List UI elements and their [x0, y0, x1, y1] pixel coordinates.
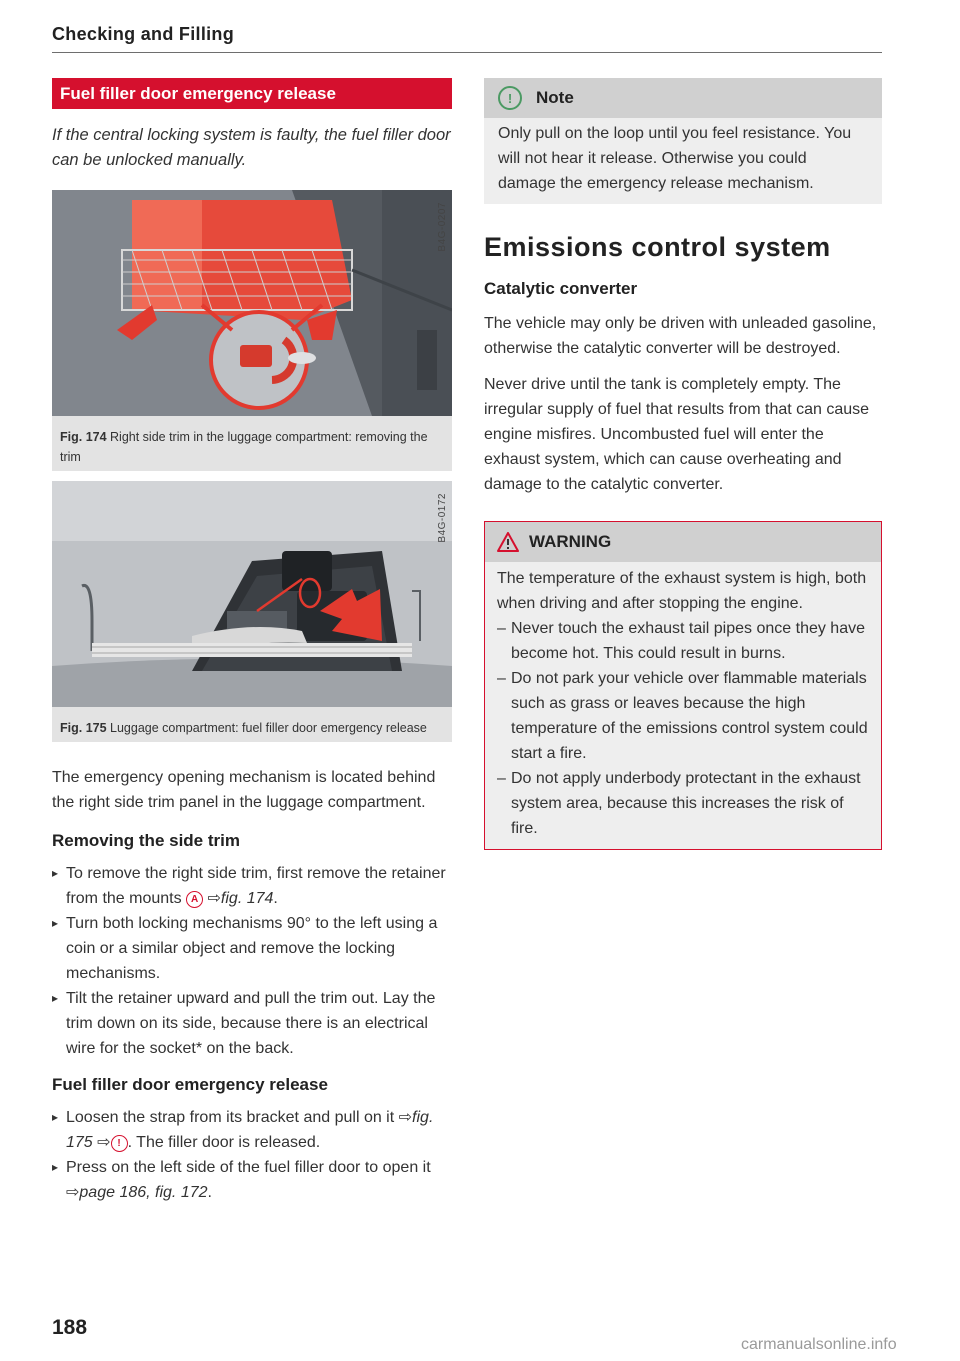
steps-removing-trim — [52, 861, 452, 1061]
caption-text: Right side trim in the luggage compartment: removing the trim — [60, 430, 428, 464]
warning-intro: The temperature of the exhaust system is high, both when driving and after stopping the engine. — [497, 570, 867, 612]
step-item: ▸ Loosen the strap from its bracket and pull on it ⇨fig. 175 ⇨ ! . The filler door is released. — [52, 1105, 452, 1155]
step-item: ▸ Turn both locking mechanisms 90° to the left using a coin or a similar object and remove the locking mechanisms. — [52, 911, 452, 986]
arrow-right-icon: ⇨ — [398, 1109, 413, 1126]
subheading-catalytic-converter: Catalytic converter — [484, 279, 638, 298]
warning-item: – Never touch the exhaust tail pipes once they have become hot. This could result in burns. — [497, 616, 869, 666]
figure-code: B4G-0172 — [437, 493, 448, 543]
figure-code: B4G-0207 — [437, 202, 448, 252]
fig-175-illustration — [52, 481, 452, 712]
figure-caption — [52, 421, 452, 471]
fig-174-illustration — [52, 190, 452, 421]
callout-a-badge: A — [186, 891, 203, 908]
figure-caption — [52, 712, 452, 742]
note-text: Only pull on the loop until you feel resistance. You will not hear it release. Otherwise you could damage the emergency release mechanism. — [498, 125, 852, 192]
left-column — [52, 78, 452, 1205]
page-number: 188 — [52, 1316, 88, 1339]
warning-title: WARNING — [529, 532, 612, 551]
page-header — [52, 24, 882, 53]
warning-header — [485, 522, 881, 562]
arrow-right-icon: ⇨ — [97, 1134, 111, 1151]
body-paragraph: Never drive until the tank is completely empty. The irregular supply of fuel that results from that can cause engine misfires. Uncombusted fuel will enter the exhaust system, which can cause overheating and damage to the catalytic converter. — [484, 376, 870, 493]
figure-174 — [52, 190, 452, 471]
section-heading-emissions: Emissions control system — [484, 232, 831, 262]
section-title: Fuel filler door emergency release — [52, 78, 452, 109]
body-paragraph: The emergency opening mechanism is located behind the right side trim panel in the luggage compartment. — [52, 769, 436, 811]
arrow-right-icon: ⇨ — [207, 890, 221, 907]
note-box — [484, 78, 882, 204]
warning-item: – Do not apply underbody protectant in the exhaust system area, because this increases the risk of fire. — [497, 766, 869, 841]
warning-list — [497, 616, 869, 841]
step-item: ▸ To remove the right side trim, first remove the retainer from the mounts A ⇨fig. 174. — [52, 861, 452, 911]
trim-illustration — [52, 190, 452, 416]
subheading-removing-trim: Removing the side trim — [52, 831, 240, 850]
note-title: Note — [536, 88, 574, 107]
body-paragraph: The vehicle may only be driven with unleaded gasoline, otherwise the catalytic converter will be destroyed. — [484, 315, 877, 357]
figure-reference-link[interactable]: fig. 175 — [66, 1109, 434, 1151]
intro-text: If the central locking system is faulty, the fuel filler door can be unlocked manually. — [52, 126, 451, 169]
steps-emergency-release — [52, 1105, 452, 1205]
page-reference-link[interactable]: page 186, fig. 172 — [79, 1184, 208, 1201]
right-column — [484, 78, 882, 850]
note-icon: ! — [498, 86, 522, 110]
release-illustration — [52, 481, 452, 707]
warning-box — [484, 521, 882, 850]
warning-item: – Do not park your vehicle over flammable materials such as grass or leaves because the high temperature of the emissions control system could start a fire. — [497, 666, 869, 766]
figure-reference-link[interactable]: fig. 174 — [220, 890, 274, 907]
step-item: ▸ Tilt the retainer upward and pull the trim out. Lay the trim down on its side, because there is an electrical wire for the socket* on the back. — [52, 986, 452, 1061]
figure-label: Fig. 175 — [60, 721, 107, 735]
chapter-title: Checking and Filling — [52, 24, 235, 44]
step-item: ▸ Press on the left side of the fuel filler door to open it ⇨page 186, fig. 172. — [52, 1155, 452, 1205]
note-header — [484, 78, 882, 118]
figure-label: Fig. 174 — [60, 430, 107, 444]
caption-text: Luggage compartment: fuel filler door emergency release — [110, 721, 427, 735]
warning-triangle-icon — [497, 532, 519, 552]
note-badge-icon[interactable]: ! — [111, 1135, 128, 1152]
arrow-right-icon: ⇨ — [66, 1184, 80, 1201]
warning-body — [485, 562, 881, 849]
figure-175 — [52, 481, 452, 742]
watermark-text: carmanualsonline.info — [741, 1336, 897, 1353]
subheading-emergency-release: Fuel filler door emergency release — [52, 1075, 328, 1094]
